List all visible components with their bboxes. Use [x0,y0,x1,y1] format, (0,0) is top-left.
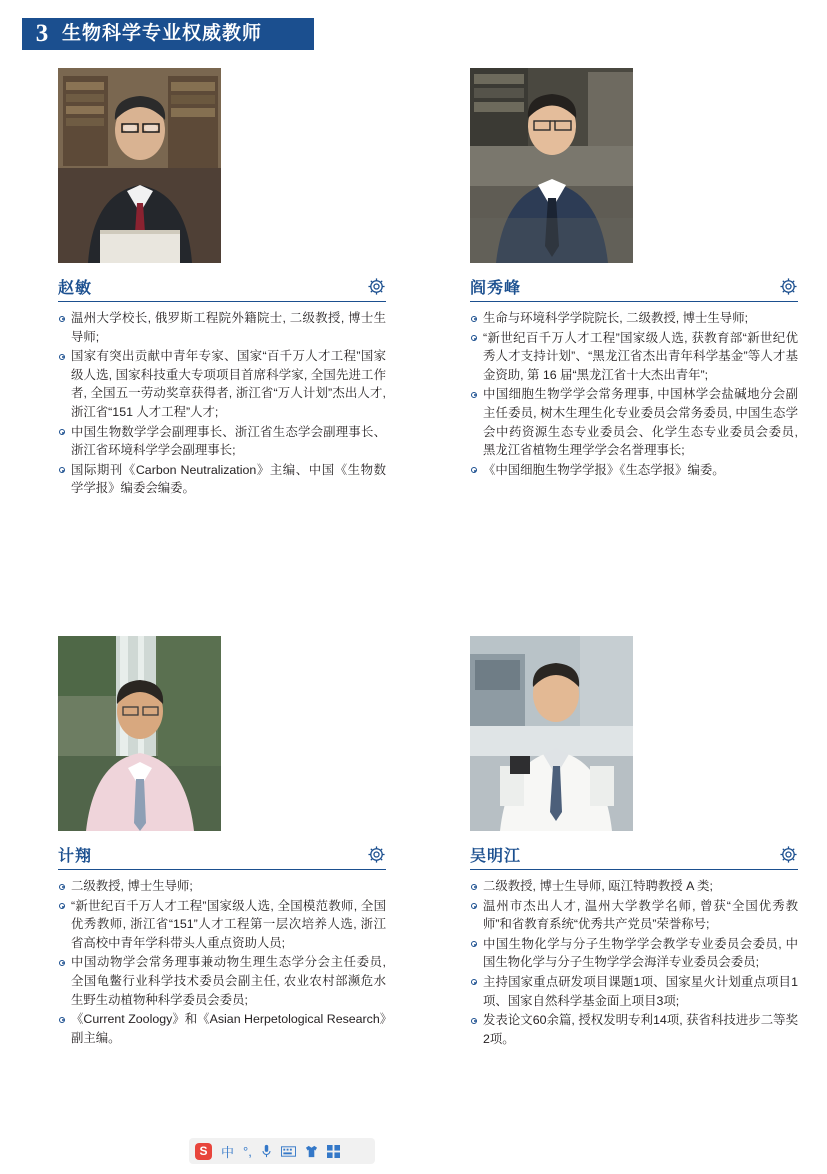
professor-photo [58,636,221,831]
professor-bullet-list [58,877,386,1047]
professor-card [470,68,798,480]
list-item: 温州市杰出人才, 温州大学教学名师, 曾获“全国优秀教师”和省教育系统“优秀共产党员”荣誉称号; [470,897,798,934]
professor-name: 阎秀峰 [470,279,522,297]
professor-name: 赵敏 [58,279,93,297]
keyboard-icon[interactable] [281,1141,296,1161]
section-number: 3 [35,20,49,47]
professor-bullet-list [58,309,386,498]
microphone-icon[interactable] [261,1141,272,1161]
list-item: 国家有突出贡献中青年专家、国家“百千万人才工程”国家级人选, 国家科技重大专项项目首席科学家, 全国先进工作者, 全国五一劳动奖章获得者, 浙江省“万人计划”杰出人才, 浙江省“151 人才工程”人才; [58,347,386,421]
chinese-mode-icon[interactable]: 中 [221,1144,235,1160]
toolbox-icon[interactable] [327,1141,340,1161]
section-title: 生物科学专业权威教师 [62,23,263,44]
portrait-wu-mingjiang-image [470,636,633,831]
portrait-zhao-min-image [58,68,221,263]
professor-card [58,636,386,1048]
gear-icon [779,845,798,864]
list-item: 发表论文60余篇, 授权发明专利14项, 获省科技进步二等奖2项。 [470,1011,798,1048]
professor-name: 吴明江 [470,847,522,865]
skin-icon[interactable] [305,1141,318,1161]
list-item: 国际期刊《Carbon Neutralization》主编、中国《生物数学学报》编委会编委。 [58,461,386,498]
portrait-ji-xiang-image [58,636,221,831]
list-item: 中国动物学会常务理事兼动物生理生态学分会主任委员, 全国龟鳖行业科学技术委员会副主任, 农业农村部濒危水生野生动植物种科学委员会委员; [58,953,386,1009]
professor-photo [470,68,633,263]
professor-name-row [470,841,798,870]
portrait-yan-xiufeng-image [470,68,633,263]
gear-icon [779,277,798,296]
list-item: 中国生物化学与分子生物学学会教学专业委员会委员, 中国生物化学与分子生物学学会海洋专业委员会委员; [470,935,798,972]
list-item: 中国细胞生物学学会常务理事, 中国林学会盐碱地分会副主任委员, 树木生理生化专业委员会常务委员, 中国生态学会中药资源生态专业委员会、化学生态专业委员会委员, 黑龙江省植物生理学学会名誉理事长; [470,385,798,459]
professor-card [58,68,386,499]
list-item: 主持国家重点研发项目课题1项、国家星火计划重点项目1项、国家自然科学基金面上项目3项; [470,973,798,1010]
professor-bullet-list [470,877,798,1048]
list-item: 《Current Zoology》和《Asian Herpetological Research》副主编。 [58,1010,386,1047]
professor-card [470,636,798,1049]
punctuation-icon[interactable]: °, [243,1143,252,1159]
professor-photo [58,68,221,263]
list-item: 生命与环境科学学院院长, 二级教授, 博士生导师; [470,309,798,328]
list-item: 中国生物数学学会副理事长、浙江省生态学会副理事长、浙江省环境科学学会副理事长; [58,423,386,460]
list-item: 二级教授, 博士生导师; [58,877,386,896]
professor-name: 计翔 [58,847,93,865]
professor-bullet-list [470,309,798,479]
gear-icon [367,277,386,296]
professor-name-row [58,273,386,302]
professor-name-row [470,273,798,302]
professor-name-row [58,841,386,870]
professor-photo [470,636,633,831]
list-item: “新世纪百千万人才工程”国家级人选, 全国模范教师, 全国优秀教师, 浙江省“151”人才工程第一层次培养人选, 浙江省高校中青年学科带头人重点资助人员; [58,897,386,953]
list-item: 《中国细胞生物学学报》《生态学报》编委。 [470,461,798,480]
sogou-logo-icon[interactable]: S [195,1143,212,1160]
list-item: 二级教授, 博士生导师, 瓯江特聘教授 A 类; [470,877,798,896]
section-header [22,18,314,50]
list-item: “新世纪百千万人才工程”国家级人选, 获教育部“新世纪优秀人才支持计划”、“黑龙江省杰出青年科学基金”等人才基金资助, 第 16 届“黑龙江省十大杰出青年”; [470,329,798,385]
ime-toolbar[interactable] [189,1138,375,1164]
list-item: 温州大学校长, 俄罗斯工程院外籍院士, 二级教授, 博士生导师; [58,309,386,346]
gear-icon [367,845,386,864]
